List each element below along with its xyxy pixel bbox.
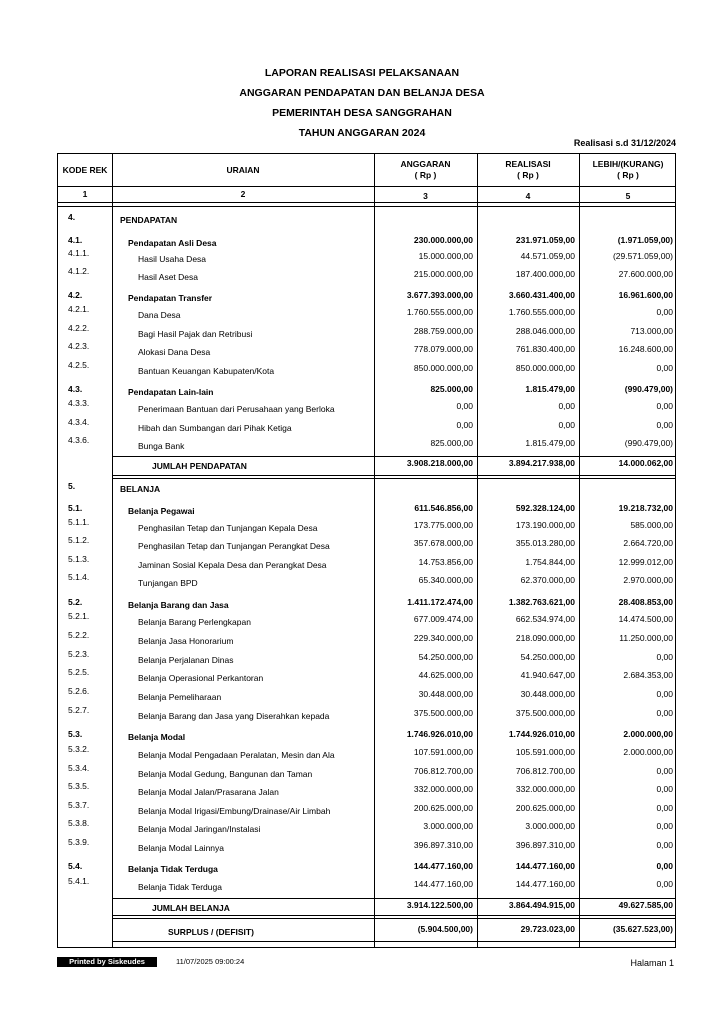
realisasi-cell: 706.812.700,00 xyxy=(515,766,575,776)
uraian-cell: Tunjangan BPD xyxy=(138,578,198,588)
realisasi-cell: 54.250.000,00 xyxy=(520,652,575,662)
uraian-cell: Belanja Tidak Terduga xyxy=(138,882,222,892)
table-row xyxy=(58,304,675,325)
header-anggaran: ANGGARAN ( Rp ) xyxy=(400,159,451,180)
realisasi-cell: 218.090.000,00 xyxy=(515,633,575,643)
lebih-kurang-cell: 0,00 xyxy=(656,652,673,662)
realisasi-cell: 1.815.479,00 xyxy=(525,438,575,448)
total-rule xyxy=(112,918,675,919)
lebih-kurang-cell: 16.961.600,00 xyxy=(618,290,673,300)
anggaran-cell: 230.000.000,00 xyxy=(413,235,473,245)
uraian-cell: Belanja Modal Pengadaan Peralatan, Mesin dan Ala xyxy=(138,750,335,760)
uraian-cell: Belanja Modal Gedung, Bangunan dan Taman xyxy=(138,769,313,779)
uraian-cell: Pendapatan Asli Desa xyxy=(128,238,217,248)
realisasi-cell: 662.534.974,00 xyxy=(515,614,575,624)
anggaran-cell: 215.000.000,00 xyxy=(413,269,473,279)
total-rule xyxy=(112,478,675,479)
uraian-cell: Penghasilan Tetap dan Tunjangan Kepala Desa xyxy=(138,523,318,533)
kode-rekening-cell: 4.3.6. xyxy=(68,435,90,445)
uraian-cell: Belanja Pemeliharaan xyxy=(138,692,222,702)
realisasi-cell: 0,00 xyxy=(558,420,575,430)
lebih-kurang-cell: (35.627.523,00) xyxy=(612,924,673,934)
kode-rekening-cell: 4.2.5. xyxy=(68,360,90,370)
anggaran-cell: 44.625.000,00 xyxy=(418,670,473,680)
kode-rekening-cell: 5.3.7. xyxy=(68,800,90,810)
kode-rekening-cell: 5.3.8. xyxy=(68,818,90,828)
anggaran-cell: 1.746.926.010,00 xyxy=(406,729,473,739)
anggaran-cell: 375.500.000,00 xyxy=(413,708,473,718)
kode-rekening-cell: 4.1.2. xyxy=(68,266,90,276)
lebih-kurang-cell: 27.600.000,00 xyxy=(618,269,673,279)
realisasi-cell: 375.500.000,00 xyxy=(515,708,575,718)
table-row xyxy=(58,417,675,438)
kode-rekening-cell: 5.3.9. xyxy=(68,837,90,847)
total-rule xyxy=(112,456,675,457)
uraian-cell: Belanja Jasa Honorarium xyxy=(138,636,234,646)
col-number-5: 5 xyxy=(625,191,631,201)
realisasi-cell: 44.571.059,00 xyxy=(520,251,575,261)
table-row xyxy=(58,744,675,765)
anggaran-cell: 200.625.000,00 xyxy=(413,803,473,813)
realisasi-cell: 144.477.160,00 xyxy=(515,879,575,889)
table-row xyxy=(58,572,675,593)
report-title-line-2: ANGGARAN PENDAPATAN DAN BELANJA DESA xyxy=(239,87,485,99)
realisasi-cell: 30.448.000,00 xyxy=(520,689,575,699)
uraian-cell: Belanja Modal xyxy=(128,732,186,742)
kode-rekening-cell: 5.3. xyxy=(68,729,83,739)
table-row xyxy=(58,248,675,269)
as-of-date: Realisasi s.d 31/12/2024 xyxy=(573,138,676,148)
anggaran-cell: 229.340.000,00 xyxy=(413,633,473,643)
uraian-cell: Belanja Modal Jalan/Prasarana Jalan xyxy=(138,787,279,797)
realisasi-cell: 355.013.280,00 xyxy=(515,538,575,548)
lebih-kurang-cell: 0,00 xyxy=(656,420,673,430)
table-row xyxy=(58,481,675,499)
lebih-kurang-cell: 14.474.500,00 xyxy=(618,614,673,624)
lebih-kurang-cell: 0,00 xyxy=(656,840,673,850)
uraian-cell: Belanja Perjalanan Dinas xyxy=(138,655,234,665)
anggaran-cell: 144.477.160,00 xyxy=(413,861,473,871)
total-rule xyxy=(112,941,675,942)
table-row xyxy=(58,800,675,821)
kode-rekening-cell: 5.2.3. xyxy=(68,649,90,659)
uraian-cell: SURPLUS / (DEFISIT) xyxy=(168,927,254,937)
uraian-cell: Belanja Modal Lainnya xyxy=(138,843,225,853)
lebih-kurang-cell: 0,00 xyxy=(656,363,673,373)
lebih-kurang-cell: 713.000,00 xyxy=(630,326,673,336)
kode-rekening-cell: 4.2.2. xyxy=(68,323,90,333)
table-row xyxy=(58,686,675,707)
realisasi-cell: 1.815.479,00 xyxy=(525,384,575,394)
kode-rekening-cell: 5.2.7. xyxy=(68,705,90,715)
uraian-cell: Belanja Barang dan Jasa xyxy=(128,600,229,610)
anggaran-cell: 173.775.000,00 xyxy=(413,520,473,530)
realisasi-cell: 62.370.000,00 xyxy=(520,575,575,585)
kode-rekening-cell: 4. xyxy=(68,212,76,222)
report-title-line-4: TAHUN ANGGARAN 2024 xyxy=(298,127,426,139)
total-rule xyxy=(112,898,675,899)
col-number-3: 3 xyxy=(423,191,428,201)
lebih-kurang-cell: 0,00 xyxy=(656,766,673,776)
anggaran-cell: 825.000,00 xyxy=(430,384,473,394)
kode-rekening-cell: 5.1. xyxy=(68,503,83,513)
page-number: Halaman 1 xyxy=(630,958,674,968)
kode-rekening-cell: 5.3.2. xyxy=(68,744,90,754)
table-row xyxy=(58,597,675,615)
anggaran-cell: 107.591.000,00 xyxy=(413,747,473,757)
kode-rekening-cell: 5.3.4. xyxy=(68,763,90,773)
anggaran-cell: 357.678.000,00 xyxy=(413,538,473,548)
anggaran-cell: 14.753.856,00 xyxy=(418,557,473,567)
uraian-cell: Belanja Modal Jaringan/Instalasi xyxy=(138,824,261,834)
lebih-kurang-cell: 2.970.000,00 xyxy=(623,575,673,585)
realisasi-cell: 332.000.000,00 xyxy=(515,784,575,794)
lebih-kurang-cell: 585.000,00 xyxy=(630,520,673,530)
kode-rekening-cell: 4.2.1. xyxy=(68,304,90,314)
anggaran-cell: 850.000.000,00 xyxy=(413,363,473,373)
realisasi-cell: 173.190.000,00 xyxy=(515,520,575,530)
table-row xyxy=(58,818,675,839)
uraian-cell: PENDAPATAN xyxy=(120,215,178,225)
anggaran-cell: 332.000.000,00 xyxy=(413,784,473,794)
table-row xyxy=(58,323,675,344)
lebih-kurang-cell: 11.250.000,00 xyxy=(619,633,673,643)
uraian-cell: Belanja Operasional Perkantoran xyxy=(138,673,264,683)
table-row xyxy=(58,861,675,879)
table-row xyxy=(58,384,675,402)
table-row xyxy=(58,360,675,381)
realisasi-cell: 200.625.000,00 xyxy=(515,803,575,813)
kode-rekening-cell: 5.3.5. xyxy=(68,781,90,791)
uraian-cell: Bagi Hasil Pajak dan Retribusi xyxy=(138,329,253,339)
print-timestamp: 11/07/2025 09:00:24 xyxy=(176,957,245,966)
printed-by-badge: Printed by Siskeudes xyxy=(57,957,157,967)
uraian-cell: Jaminan Sosial Kepala Desa dan Perangkat Desa xyxy=(138,560,327,570)
anggaran-cell: 677.009.474,00 xyxy=(413,614,473,624)
table-row xyxy=(58,517,675,538)
anggaran-cell: 54.250.000,00 xyxy=(418,652,473,662)
realisasi-cell: 0,00 xyxy=(558,401,575,411)
header-uraian: URAIAN xyxy=(226,165,260,175)
table-row xyxy=(58,341,675,362)
table-row xyxy=(58,837,675,858)
uraian-cell: Pendapatan Transfer xyxy=(128,293,213,303)
table-row xyxy=(58,876,675,897)
total-rule xyxy=(112,915,675,916)
anggaran-cell: 288.759.000,00 xyxy=(413,326,473,336)
table-row xyxy=(58,781,675,802)
uraian-cell: Belanja Barang Perlengkapan xyxy=(138,617,251,627)
lebih-kurang-cell: 14.000.062,00 xyxy=(618,458,673,468)
anggaran-cell: 3.908.218.000,00 xyxy=(406,458,473,468)
kode-rekening-cell: 4.1. xyxy=(68,235,83,245)
lebih-kurang-cell: 2.664.720,00 xyxy=(623,538,673,548)
realisasi-cell: 1.754.844,00 xyxy=(525,557,575,567)
realisasi-cell: 3.864.494.915,00 xyxy=(508,900,575,910)
anggaran-cell: 3.914.122.500,00 xyxy=(406,900,473,910)
table-row xyxy=(58,435,675,456)
anggaran-cell: 30.448.000,00 xyxy=(418,689,473,699)
header-lebih-kurang: LEBIH/(KURANG) ( Rp ) xyxy=(592,159,664,180)
lebih-kurang-cell: 0,00 xyxy=(656,821,673,831)
lebih-kurang-cell: 2.684.353,00 xyxy=(623,670,673,680)
table-row xyxy=(58,763,675,784)
uraian-cell: Pendapatan Lain-lain xyxy=(128,387,214,397)
kode-rekening-cell: 5. xyxy=(68,481,76,491)
lebih-kurang-cell: 0,00 xyxy=(656,803,673,813)
realisasi-cell: 29.723.023,00 xyxy=(520,924,575,934)
anggaran-cell: 144.477.160,00 xyxy=(413,879,473,889)
realisasi-cell: 144.477.160,00 xyxy=(515,861,575,871)
anggaran-cell: 611.546.856,00 xyxy=(414,503,473,513)
realisasi-cell: 3.894.217.938,00 xyxy=(508,458,575,468)
lebih-kurang-cell: (1.971.059,00) xyxy=(617,235,673,245)
header-rule xyxy=(58,206,675,207)
kode-rekening-cell: 4.2.3. xyxy=(68,341,90,351)
realisasi-cell: 1.760.555.000,00 xyxy=(508,307,575,317)
kode-rekening-cell: 5.1.1. xyxy=(68,517,90,527)
anggaran-cell: 1.760.555.000,00 xyxy=(406,307,473,317)
realisasi-cell: 3.000.000,00 xyxy=(525,821,575,831)
anggaran-cell: 706.812.700,00 xyxy=(413,766,473,776)
lebih-kurang-cell: 0,00 xyxy=(656,784,673,794)
anggaran-cell: 65.340.000,00 xyxy=(418,575,473,585)
uraian-cell: Hasil Usaha Desa xyxy=(138,254,207,264)
uraian-cell: Penghasilan Tetap dan Tunjangan Perangkat Desa xyxy=(138,541,330,551)
report-title-line-3: PEMERINTAH DESA SANGGRAHAN xyxy=(272,107,452,119)
realisasi-cell: 231.971.059,00 xyxy=(515,235,575,245)
kode-rekening-cell: 5.2.1. xyxy=(68,611,90,621)
uraian-cell: JUMLAH PENDAPATAN xyxy=(152,461,247,471)
realisasi-cell: 288.046.000,00 xyxy=(515,326,575,336)
lebih-kurang-cell: 16.248.600,00 xyxy=(618,344,673,354)
table-row xyxy=(58,554,675,575)
header-rule xyxy=(58,202,675,203)
uraian-cell: Belanja Modal Irigasi/Embung/Drainase/Air Limbah xyxy=(138,806,331,816)
kode-rekening-cell: 4.2. xyxy=(68,290,83,300)
lebih-kurang-cell: 12.999.012,00 xyxy=(618,557,673,567)
report-title-line-1: LAPORAN REALISASI PELAKSANAAN xyxy=(264,67,460,79)
lebih-kurang-cell: 0,00 xyxy=(656,879,673,889)
uraian-cell: Penerimaan Bantuan dari Perusahaan yang Berloka xyxy=(138,404,335,414)
uraian-cell: Hasil Aset Desa xyxy=(138,272,198,282)
header-realisasi: REALISASI ( Rp ) xyxy=(505,159,551,180)
table-row xyxy=(58,503,675,521)
uraian-cell: Dana Desa xyxy=(138,310,181,320)
col-number-1: 1 xyxy=(82,189,88,199)
uraian-cell: Hibah dan Sumbangan dari Pihak Ketiga xyxy=(138,423,292,433)
kode-rekening-cell: 5.1.2. xyxy=(68,535,90,545)
realisasi-cell: 187.400.000,00 xyxy=(515,269,575,279)
lebih-kurang-cell: 28.408.853,00 xyxy=(618,597,673,607)
realisasi-cell: 1.744.926.010,00 xyxy=(508,729,575,739)
report-titles xyxy=(0,63,724,143)
anggaran-cell: 0,00 xyxy=(456,401,473,411)
kode-rekening-cell: 5.4.1. xyxy=(68,876,90,886)
realisasi-cell: 41.940.647,00 xyxy=(520,670,575,680)
uraian-cell: Belanja Pegawai xyxy=(128,506,195,516)
uraian-cell: Belanja Tidak Terduga xyxy=(128,864,218,874)
kode-rekening-cell: 5.1.4. xyxy=(68,572,90,582)
realisasi-cell: 1.382.763.621,00 xyxy=(508,597,575,607)
kode-rekening-cell: 5.2. xyxy=(68,597,83,607)
realisasi-cell: 761.830.400,00 xyxy=(515,344,575,354)
lebih-kurang-cell: 19.218.732,00 xyxy=(618,503,673,513)
uraian-cell: Alokasi Dana Desa xyxy=(138,347,211,357)
uraian-cell: Bunga Bank xyxy=(138,441,185,451)
anggaran-cell: 825.000,00 xyxy=(430,438,473,448)
anggaran-cell: 396.897.310,00 xyxy=(413,840,473,850)
uraian-cell: JUMLAH BELANJA xyxy=(152,903,230,913)
header-rule xyxy=(58,186,675,187)
budget-table xyxy=(57,153,676,948)
table-row xyxy=(58,398,675,419)
lebih-kurang-cell: (29.571.059,00) xyxy=(612,251,673,261)
kode-rekening-cell: 5.4. xyxy=(68,861,83,871)
header-kode: KODE REK xyxy=(62,165,108,175)
uraian-cell: Bantuan Keuangan Kabupaten/Kota xyxy=(138,366,275,376)
anggaran-cell: 15.000.000,00 xyxy=(418,251,473,261)
anggaran-cell: 3.000.000,00 xyxy=(423,821,473,831)
col-number-2: 2 xyxy=(240,189,246,199)
table-row xyxy=(58,630,675,651)
lebih-kurang-cell: 49.627.585,00 xyxy=(618,900,673,910)
kode-rekening-cell: 5.2.2. xyxy=(68,630,90,640)
table-row xyxy=(58,649,675,670)
realisasi-cell: 396.897.310,00 xyxy=(515,840,575,850)
lebih-kurang-cell: 0,00 xyxy=(656,307,673,317)
col-number-4: 4 xyxy=(525,191,531,201)
table-row xyxy=(58,212,675,230)
total-rule xyxy=(112,475,675,476)
uraian-cell: Belanja Barang dan Jasa yang Diserahkan kepada xyxy=(138,711,330,721)
anggaran-cell: 0,00 xyxy=(456,420,473,430)
kode-rekening-cell: 5.1.3. xyxy=(68,554,90,564)
anggaran-cell: 1.411.172.474,00 xyxy=(407,597,473,607)
lebih-kurang-cell: 0,00 xyxy=(656,689,673,699)
kode-rekening-cell: 4.3.3. xyxy=(68,398,90,408)
realisasi-cell: 105.591.000,00 xyxy=(515,747,575,757)
table-row xyxy=(58,705,675,726)
table-row xyxy=(58,611,675,632)
table-row xyxy=(58,667,675,688)
anggaran-cell: 778.079.000,00 xyxy=(413,344,473,354)
lebih-kurang-cell: 0,00 xyxy=(656,861,673,871)
kode-rekening-cell: 5.2.5. xyxy=(68,667,90,677)
anggaran-cell: 3.677.393.000,00 xyxy=(406,290,473,300)
table-row xyxy=(58,729,675,747)
lebih-kurang-cell: 2.000.000,00 xyxy=(623,747,673,757)
table-row xyxy=(58,290,675,308)
table-row xyxy=(58,266,675,287)
lebih-kurang-cell: (990.479,00) xyxy=(624,438,673,448)
realisasi-cell: 850.000.000,00 xyxy=(515,363,575,373)
lebih-kurang-cell: (990.479,00) xyxy=(624,384,673,394)
table-row xyxy=(58,535,675,556)
lebih-kurang-cell: 2.000.000,00 xyxy=(623,729,673,739)
anggaran-cell: (5.904.500,00) xyxy=(417,924,473,934)
lebih-kurang-cell: 0,00 xyxy=(656,708,673,718)
kode-rekening-cell: 4.1.1. xyxy=(68,248,90,258)
uraian-cell: BELANJA xyxy=(120,484,161,494)
total-row xyxy=(58,924,675,942)
realisasi-cell: 3.660.431.400,00 xyxy=(508,290,575,300)
total-row xyxy=(58,458,675,476)
kode-rekening-cell: 5.2.6. xyxy=(68,686,90,696)
realisasi-cell: 592.328.124,00 xyxy=(515,503,575,513)
kode-rekening-cell: 4.3.4. xyxy=(68,417,90,427)
lebih-kurang-cell: 0,00 xyxy=(656,401,673,411)
kode-rekening-cell: 4.3. xyxy=(68,384,83,394)
